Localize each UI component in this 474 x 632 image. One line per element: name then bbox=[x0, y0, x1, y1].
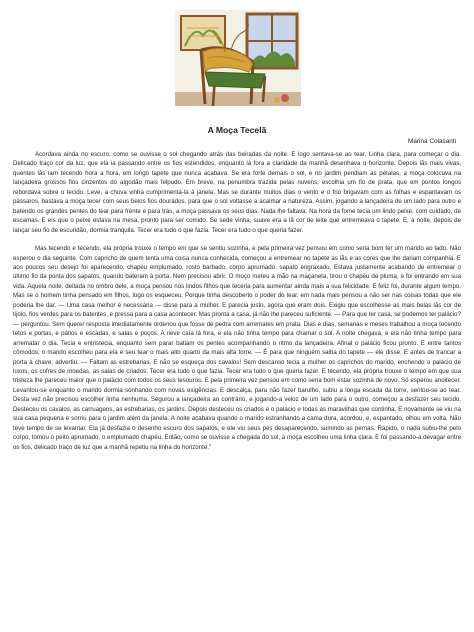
story-paragraph: Mas tecendo e tecendo, ela própria trouxe o tempo em que se sentiu sozinha, e pela primeira vez pensou em como seria bom ter um marido ao lado. Não esperou o dia seguinte. Com capricho de quem tenta uma coisa nunca conhecida, começou a entremear no tapete as lãs e as cores que lhe dariam companhia. E aos poucos seu desejo foi aparecendo, chapéu emplumado, rosto barbado, corpo aprumado, sapato engraxado. Estava justamente acabando de entremear o último fio da ponta dos sapatos, quando bateram à porta. Nem precisou abrir. O moço meteu a mão na maçaneta, tirou o chapéu de pluma, e foi entrando em sua vida. Aquela noite, deitada no ombro dele, a moça pensou nos lindos filhos que teceria para aumentar ainda mais a sua felicidade. E feliz foi, durante algum tempo. Mas se o homem tinha pensado em filhos, logo os esqueceu. Porque tinha descoberto o poder do tear, em nada mais pensou a não ser nas coisas todas que ele poderia lhe dar. — Uma casa melhor é necessária — disse para a mulher. E parecia justo, agora que eram dois. Exigiu que escolhesse as mais belas lãs cor de tijolo, fios verdes para os batentes, e pressa para a casa acontecer. Mas pronta a casa, já não lhe pareceu suficiente. — Para que ter casa, se podemos ter palácio? — perguntou. Sem querer resposta imediatamente ordenou que fosse de pedra com arremates em prata. Dias e dias, semanas e meses trabalhou a moça tecendo tetos e portas, e pátios e escadas, e salas e poços. A neve caía lá fora, e ela não tinha tempo para chamar o sol. A noite chegava, e ela não tinha tempo para arrematar o dia. Tecia e entristecia, enquanto sem parar batiam os pentes acompanhando o ritmo da lançadeira. Afinal o palácio ficou pronto. E entre tantos cômodos, o marido escolheu para ela e seu tear o mais alto quarto da mais alta torre. — É para que ninguém saiba do tapete — ele disse. E antes de trancar a porta à chave, advertiu: — Faltam as estrebarias. E não se esqueça dos cavalos! Sem descanso tecia a mulher os caprichos do marido, enchendo o palácio de luxos, os cofres de moedas, as salas de criados. Tecer era tudo o que fazia. Tecer era tudo o que queria fazer. E tecendo, ela própria trouxe o tempo em que sua tristeza lhe pareceu maior que o palácio com todos os seus tesouros. E pela primeira vez pensou em como seria bom estar sozinha de novo. Só esperou anoitecer. Levantou-se enquanto o marido dormia sonhando com novas exigências. E descalça, para não fazer barulho, subiu a longa escada da torre, sentou-se ao tear. Desta vez não precisou escolher linha nenhuma. Segurou a lançadeira ao contrário, e jogando-a veloz de um lado para o outro, começou a desfazer seu tecido. Desteceu os cavalos, as carruagens, as estrebarias, os jardins. Depois desteceu os criados e o palácio e todas as maravilhas que continha. E novamente se viu na sua casa pequena e sorriu para o jardim além da janela. A noite acabava quando o marido estranhando a cama dura, acordou, e, espantado, olhou em volta. Não teve tempo de se levantar. Ela já desfazia o desenho escuro dos sapatos, e ele viu seus pés desaparecendo, sumindo as pernas. Rápido, o nada subiu-lhe pelo corpo, tomou o peito aprumado, o emplumado chapéu. Então, como se ouvisse a chegada do sol, a moça escolheu uma linha clara. E foi passando-a devagar entre os fios, delicado traço de luz que a manhã repetiu na linha do horizonte." bbox=[13, 245, 461, 451]
story-paragraph: Acordava ainda no escuro, como se ouvisse o sol chegando atrás das beiradas da noite. E logo sentava-se ao tear. Linha clara, para começar o dia. Delicado traço cor da luz, que ela ia passando entre os fios estendidos, enquanto lá fora a claridade da manhã desenhava o horizonte. Depois lãs mais vivas, quentes lãs iam tecendo hora a hora, em longo tapete que nunca acabava. Se era forte demais o sol, e no jardim pendiam as pétalas, a moça colocava na lançadeira grossos fios cinzentos do algodão mais felpudo. Em breve, na penumbra trazida pelas nuvens, escolhia um fio de prata, que em pontos longos rebordava sobre o tecido. Leve, a chuva vinha cumprimentá-la à janela. Mas se durante muitos dias o vento e o frio brigavam com as folhas e espantavam os pássaros, bastava a moça tecer com seus belos fios dourados, para que o sol voltasse a acalmar a natureza. Assim, jogando a lançadeira de um lado para outro e batendo os grandes pentes do tear para frente e para trás, a moça passava os seus dias. Nada lhe faltava. Na hora da fome tecia um lindo peixe, com cuidado, de escamas. E eis que o peixe estava na mesa, pronto para ser comido. Se sede vinha, suave era a lã cor de leite que entremeava o tapete. E, à noite, depois de lançar seu fio de escuridão, dormia tranquila. Tecer era tudo o que fazia. Tecer era tudo o que queria fazer. bbox=[13, 151, 461, 234]
story-title: A Moça Tecelã bbox=[207, 125, 267, 135]
story-author: Marina Colasanti bbox=[408, 138, 456, 145]
loom-chair-window-icon bbox=[161, 6, 313, 112]
story-body bbox=[13, 150, 461, 452]
